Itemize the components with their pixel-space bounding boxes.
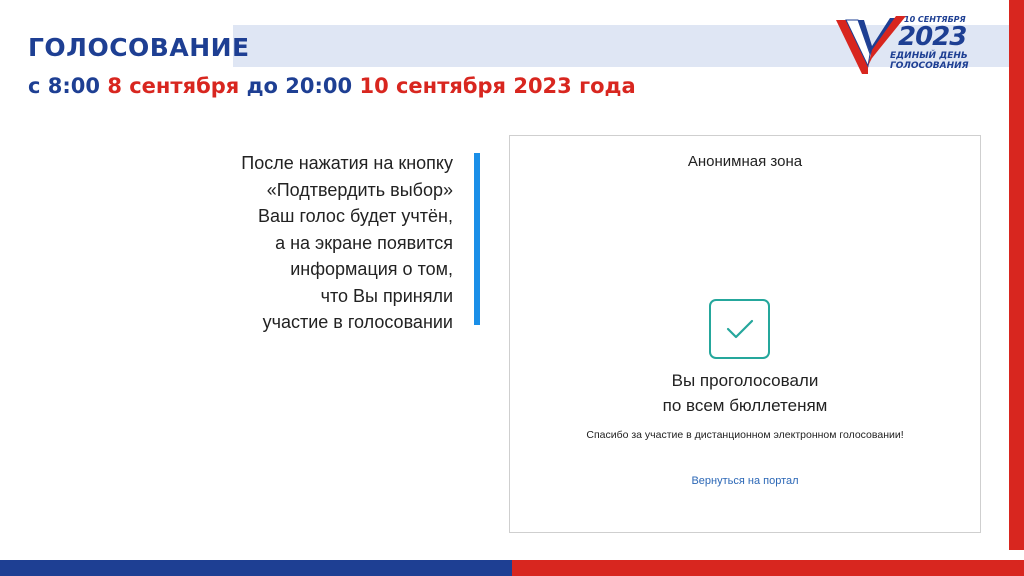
voting-end-time: до 20:00 bbox=[239, 74, 360, 98]
logo-year: 2023 bbox=[898, 22, 967, 52]
instruction-line: участие в голосовании bbox=[262, 312, 453, 332]
instruction-line: После нажатия на кнопку bbox=[241, 153, 453, 173]
voting-end-date: 10 сентября 2023 года bbox=[359, 74, 636, 98]
instruction-line: информация о том, bbox=[290, 259, 453, 279]
instruction-line: а на экране появится bbox=[275, 232, 453, 253]
election-logo bbox=[832, 14, 978, 78]
voting-result-screen bbox=[509, 135, 981, 533]
accent-divider bbox=[474, 153, 480, 325]
thanks-message: Спасибо за участие в дистанционном электронном голосовании! bbox=[586, 429, 904, 441]
voted-message bbox=[510, 368, 980, 418]
logo-line-2: ГОЛОСОВАНИЯ bbox=[890, 61, 969, 71]
instruction-line: что Вы приняли bbox=[320, 285, 453, 306]
instruction-line: «Подтвердить выбор» bbox=[266, 179, 453, 200]
anonymous-zone-title: Анонимная зона bbox=[687, 153, 803, 170]
return-to-portal-link[interactable]: Вернуться на портал bbox=[691, 475, 799, 487]
logo-date: 10 СЕНТЯБРЯ bbox=[904, 15, 966, 24]
voting-start-time: с 8:00 bbox=[28, 74, 108, 98]
logo-line-1: ЕДИНЫЙ ДЕНЬ bbox=[890, 51, 968, 61]
instruction-line: Ваш голос будет учтён, bbox=[257, 206, 453, 226]
page-title: ГОЛОСОВАНИЕ bbox=[28, 33, 250, 62]
bottom-blue-stripe bbox=[0, 560, 512, 576]
voting-period bbox=[28, 74, 636, 98]
bottom-red-stripe bbox=[512, 560, 1024, 576]
checkmark-icon bbox=[709, 299, 770, 359]
voted-line-2: по всем бюллетеням bbox=[662, 396, 828, 415]
right-red-stripe bbox=[1009, 0, 1024, 550]
instruction-text bbox=[153, 150, 453, 336]
voted-line-1: Вы проголосовали bbox=[671, 371, 819, 390]
voting-start-date: 8 сентября bbox=[107, 74, 240, 98]
